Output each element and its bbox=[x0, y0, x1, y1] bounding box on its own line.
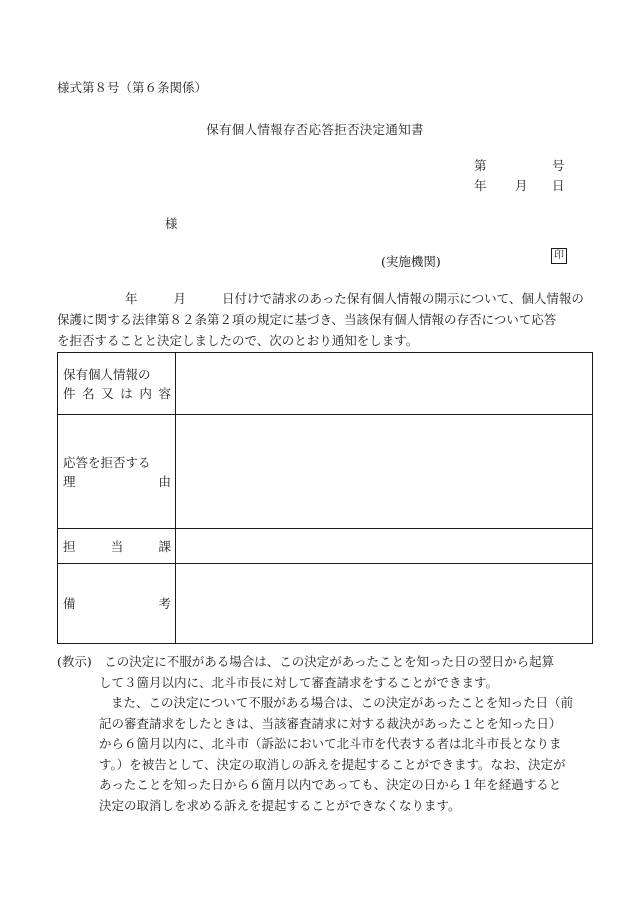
date-day-label: 日 bbox=[552, 178, 565, 193]
label-reason-line-2 bbox=[63, 472, 171, 491]
body-line-1 bbox=[57, 288, 593, 309]
label-char: 備 bbox=[63, 596, 76, 611]
label-department-text bbox=[63, 537, 171, 556]
label-char: 考 bbox=[158, 596, 171, 611]
seal-mark: 印 bbox=[551, 248, 567, 264]
label-char: 由 bbox=[158, 473, 171, 489]
info-table bbox=[57, 352, 593, 644]
label-char: 課 bbox=[158, 538, 171, 554]
notice-p1-line-1: この決定に不服がある場合は、この決定があったことを知った日の翌日から起算 bbox=[104, 654, 555, 669]
body-line-3: を拒否することと決定しましたので、次のとおり通知をします。 bbox=[57, 333, 419, 348]
label-reason-line-1: 応答を拒否する bbox=[63, 454, 151, 470]
notice-line-3: また、この決定について不服がある場合は、この決定があったことを知った日（前 bbox=[111, 695, 574, 710]
label-char: 担 bbox=[63, 538, 76, 554]
label-char: 名 bbox=[82, 385, 95, 401]
notice-line-7: あったことを知った日から６箇月以内であっても、決定の日から１年を経過すると bbox=[99, 777, 562, 792]
label-char: は bbox=[120, 385, 133, 401]
notice-line-1 bbox=[57, 652, 597, 673]
recipient-honorific: 様 bbox=[165, 216, 178, 231]
table-row-subject bbox=[58, 353, 593, 415]
label-char: 件 bbox=[63, 385, 76, 401]
table-row-reason bbox=[58, 415, 593, 529]
label-char: 当 bbox=[110, 538, 124, 554]
table-row-remarks bbox=[58, 564, 593, 644]
notice-label: (教示) bbox=[57, 654, 92, 669]
label-char: 理 bbox=[63, 473, 76, 489]
notice-line-5: から６箇月以内に、北斗市（訴訟において北斗市を代表する者は北斗市長となりま bbox=[99, 736, 562, 751]
value-subject[interactable] bbox=[176, 353, 593, 415]
value-reason[interactable] bbox=[176, 415, 593, 529]
notice-line-2: して３箇月以内に、北斗市長に対して審査請求をすることができます。 bbox=[99, 674, 499, 690]
label-char: 内 bbox=[139, 385, 152, 401]
label-subject bbox=[58, 353, 176, 415]
label-remarks-text bbox=[63, 594, 171, 613]
body-line-2: 保護に関する法律第８２条第２項の規定に基づき、当該保有個人情報の存否について応答 bbox=[57, 312, 557, 327]
document-number-prefix: 第 bbox=[474, 158, 487, 173]
body-month-label: 月 bbox=[173, 291, 187, 306]
document-number-suffix: 号 bbox=[552, 158, 565, 173]
label-char: 又 bbox=[101, 385, 114, 401]
label-department bbox=[58, 529, 176, 564]
body-line-1-text: 日付けで請求のあった保有個人情報の開示について、個人情報の bbox=[222, 291, 584, 306]
label-subject-line-2 bbox=[63, 384, 171, 403]
notice-line-8: 決定の取消しを求める訴えを提起することができなくなります。 bbox=[99, 797, 461, 813]
label-char: 容 bbox=[158, 385, 171, 401]
value-department[interactable] bbox=[176, 529, 593, 564]
date-month-label: 月 bbox=[515, 178, 528, 193]
notice-line-4: 記の審査請求をしたときは、当該審査請求に対する裁決があったことを知った日） bbox=[99, 715, 562, 731]
value-remarks[interactable] bbox=[176, 564, 593, 644]
form-number: 様式第８号（第６条関係） bbox=[57, 80, 208, 95]
notice-line-6: す。）を被告として、決定の取消しの訴えを提起することができます。なお、決定が bbox=[99, 756, 566, 772]
implementing-agency-label: (実施機関) bbox=[381, 254, 441, 269]
label-subject-line-1: 保有個人情報の bbox=[63, 366, 151, 382]
body-year-label: 年 bbox=[125, 291, 138, 306]
date-year-label: 年 bbox=[474, 178, 487, 193]
body-paragraph bbox=[57, 288, 593, 351]
document-title: 保有個人情報存否応答拒否決定通知書 bbox=[206, 122, 424, 137]
instruction-notice bbox=[57, 652, 597, 816]
label-reason bbox=[58, 415, 176, 529]
label-remarks bbox=[58, 564, 176, 644]
table-row-department bbox=[58, 529, 593, 564]
